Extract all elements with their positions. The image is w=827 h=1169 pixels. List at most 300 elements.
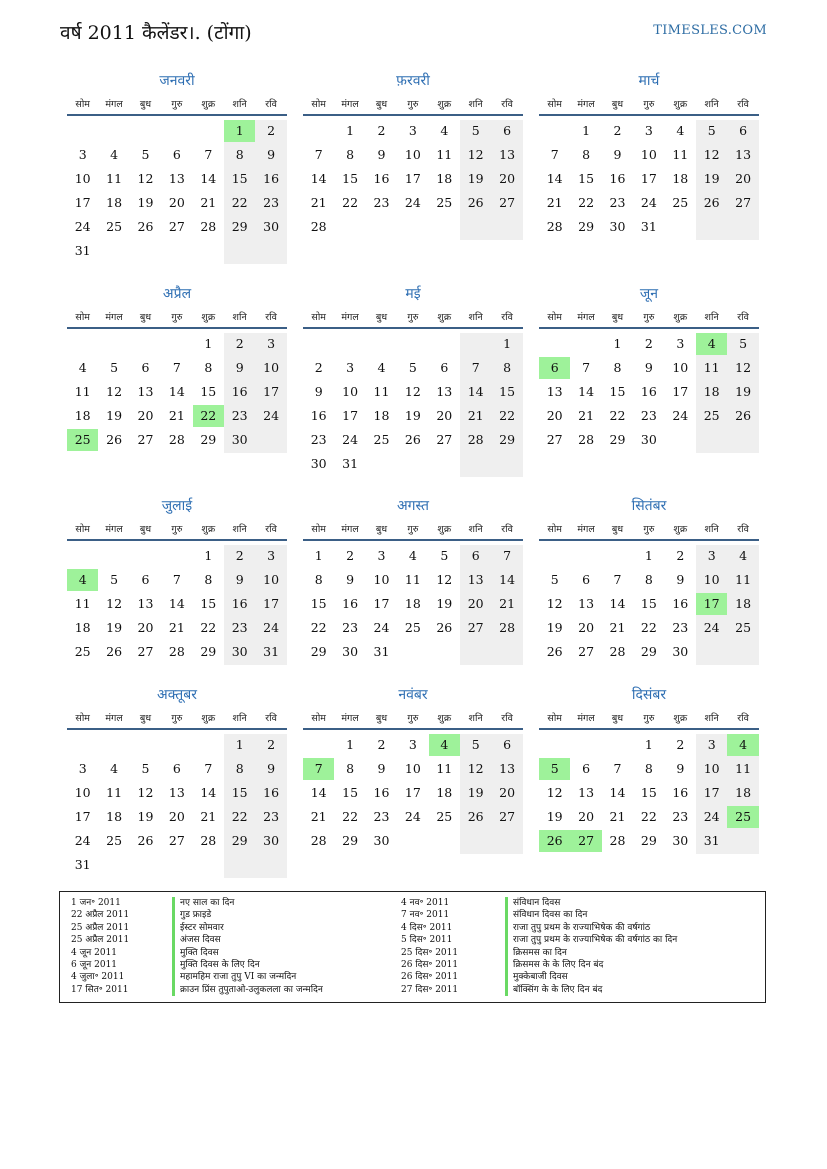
day-cell[interactable]: 27 bbox=[467, 620, 484, 635]
day-cell[interactable]: 26 bbox=[735, 408, 752, 423]
holiday-day[interactable]: 4 bbox=[696, 333, 727, 355]
day-cell[interactable]: 9 bbox=[267, 761, 276, 776]
day-cell[interactable]: 16 bbox=[263, 785, 280, 800]
day-cell[interactable]: 20 bbox=[546, 408, 563, 423]
day-cell[interactable]: 7 bbox=[172, 360, 181, 375]
day-cell[interactable]: 4 bbox=[78, 360, 87, 375]
day-cell[interactable]: 4 bbox=[110, 147, 119, 162]
day-cell[interactable]: 29 bbox=[578, 219, 595, 234]
day-cell[interactable]: 9 bbox=[613, 147, 622, 162]
day-cell[interactable]: 26 bbox=[137, 833, 154, 848]
day-cell[interactable]: 6 bbox=[141, 360, 150, 375]
day-cell[interactable]: 16 bbox=[640, 384, 657, 399]
day-cell[interactable]: 22 bbox=[342, 809, 359, 824]
day-cell[interactable]: 2 bbox=[613, 123, 622, 138]
day-cell[interactable]: 1 bbox=[314, 548, 323, 563]
day-cell[interactable]: 20 bbox=[578, 809, 595, 824]
day-cell[interactable]: 10 bbox=[373, 572, 390, 587]
holiday-day[interactable]: 4 bbox=[429, 734, 460, 756]
day-cell[interactable]: 11 bbox=[74, 596, 91, 611]
holiday-day[interactable]: 26 bbox=[539, 830, 570, 852]
day-cell[interactable]: 25 bbox=[436, 195, 453, 210]
day-cell[interactable]: 19 bbox=[106, 620, 123, 635]
day-cell[interactable]: 21 bbox=[578, 408, 595, 423]
day-cell[interactable]: 28 bbox=[578, 432, 595, 447]
day-cell[interactable]: 25 bbox=[703, 408, 720, 423]
day-cell[interactable]: 24 bbox=[74, 219, 91, 234]
day-cell[interactable]: 19 bbox=[703, 171, 720, 186]
day-cell[interactable]: 17 bbox=[74, 809, 91, 824]
day-cell[interactable]: 21 bbox=[609, 620, 626, 635]
day-cell[interactable]: 8 bbox=[346, 761, 355, 776]
holiday-day[interactable]: 22 bbox=[193, 405, 224, 427]
day-cell[interactable]: 15 bbox=[200, 384, 217, 399]
day-cell[interactable]: 2 bbox=[267, 123, 276, 138]
holiday-day[interactable]: 27 bbox=[570, 830, 601, 852]
day-cell[interactable]: 24 bbox=[703, 620, 720, 635]
day-cell[interactable]: 14 bbox=[200, 785, 217, 800]
day-cell[interactable]: 30 bbox=[672, 833, 689, 848]
day-cell[interactable]: 23 bbox=[342, 620, 359, 635]
day-cell[interactable]: 6 bbox=[582, 761, 591, 776]
day-cell[interactable]: 16 bbox=[609, 171, 626, 186]
day-cell[interactable]: 9 bbox=[676, 572, 685, 587]
day-cell[interactable]: 27 bbox=[137, 432, 154, 447]
day-cell[interactable]: 15 bbox=[578, 171, 595, 186]
day-cell[interactable]: 1 bbox=[613, 336, 622, 351]
day-cell[interactable]: 7 bbox=[613, 572, 622, 587]
day-cell[interactable]: 6 bbox=[503, 123, 512, 138]
day-cell[interactable]: 21 bbox=[467, 408, 484, 423]
day-cell[interactable]: 1 bbox=[204, 336, 213, 351]
day-cell[interactable]: 17 bbox=[263, 596, 280, 611]
day-cell[interactable]: 6 bbox=[503, 737, 512, 752]
day-cell[interactable]: 8 bbox=[582, 147, 591, 162]
day-cell[interactable]: 13 bbox=[499, 761, 516, 776]
day-cell[interactable]: 30 bbox=[231, 432, 248, 447]
day-cell[interactable]: 9 bbox=[377, 147, 386, 162]
day-cell[interactable]: 21 bbox=[200, 195, 217, 210]
day-cell[interactable]: 14 bbox=[310, 785, 327, 800]
day-cell[interactable]: 9 bbox=[314, 384, 323, 399]
day-cell[interactable]: 29 bbox=[231, 833, 248, 848]
day-cell[interactable]: 22 bbox=[578, 195, 595, 210]
day-cell[interactable]: 3 bbox=[267, 336, 276, 351]
day-cell[interactable]: 26 bbox=[467, 809, 484, 824]
day-cell[interactable]: 28 bbox=[499, 620, 516, 635]
day-cell[interactable]: 24 bbox=[263, 620, 280, 635]
day-cell[interactable]: 2 bbox=[644, 336, 653, 351]
holiday-day[interactable]: 5 bbox=[539, 758, 570, 780]
day-cell[interactable]: 5 bbox=[471, 737, 480, 752]
day-cell[interactable]: 12 bbox=[467, 761, 484, 776]
day-cell[interactable]: 15 bbox=[200, 596, 217, 611]
day-cell[interactable]: 9 bbox=[235, 360, 244, 375]
day-cell[interactable]: 5 bbox=[739, 336, 748, 351]
day-cell[interactable]: 1 bbox=[204, 548, 213, 563]
day-cell[interactable]: 30 bbox=[263, 219, 280, 234]
day-cell[interactable]: 17 bbox=[263, 384, 280, 399]
day-cell[interactable]: 18 bbox=[74, 620, 91, 635]
day-cell[interactable]: 15 bbox=[640, 596, 657, 611]
day-cell[interactable]: 19 bbox=[436, 596, 453, 611]
day-cell[interactable]: 2 bbox=[235, 336, 244, 351]
day-cell[interactable]: 29 bbox=[499, 432, 516, 447]
day-cell[interactable]: 3 bbox=[707, 737, 716, 752]
day-cell[interactable]: 4 bbox=[440, 123, 449, 138]
day-cell[interactable]: 9 bbox=[377, 761, 386, 776]
day-cell[interactable]: 14 bbox=[467, 384, 484, 399]
day-cell[interactable]: 8 bbox=[204, 360, 213, 375]
day-cell[interactable]: 23 bbox=[373, 809, 390, 824]
day-cell[interactable]: 12 bbox=[703, 147, 720, 162]
day-cell[interactable]: 20 bbox=[578, 620, 595, 635]
day-cell[interactable]: 8 bbox=[204, 572, 213, 587]
day-cell[interactable]: 16 bbox=[342, 596, 359, 611]
day-cell[interactable]: 24 bbox=[404, 195, 421, 210]
day-cell[interactable]: 11 bbox=[106, 171, 123, 186]
day-cell[interactable]: 27 bbox=[735, 195, 752, 210]
day-cell[interactable]: 26 bbox=[137, 219, 154, 234]
day-cell[interactable]: 28 bbox=[200, 219, 217, 234]
day-cell[interactable]: 6 bbox=[172, 147, 181, 162]
day-cell[interactable]: 13 bbox=[735, 147, 752, 162]
day-cell[interactable]: 3 bbox=[644, 123, 653, 138]
day-cell[interactable]: 22 bbox=[640, 620, 657, 635]
day-cell[interactable]: 29 bbox=[231, 219, 248, 234]
day-cell[interactable]: 6 bbox=[440, 360, 449, 375]
day-cell[interactable]: 11 bbox=[373, 384, 390, 399]
day-cell[interactable]: 20 bbox=[436, 408, 453, 423]
day-cell[interactable]: 29 bbox=[310, 644, 327, 659]
holiday-day[interactable]: 4 bbox=[727, 734, 758, 756]
day-cell[interactable]: 22 bbox=[310, 620, 327, 635]
day-cell[interactable]: 6 bbox=[172, 761, 181, 776]
day-cell[interactable]: 27 bbox=[137, 644, 154, 659]
day-cell[interactable]: 19 bbox=[404, 408, 421, 423]
day-cell[interactable]: 19 bbox=[546, 620, 563, 635]
day-cell[interactable]: 5 bbox=[141, 147, 150, 162]
day-cell[interactable]: 11 bbox=[436, 147, 453, 162]
day-cell[interactable]: 27 bbox=[168, 833, 185, 848]
day-cell[interactable]: 24 bbox=[373, 620, 390, 635]
day-cell[interactable]: 19 bbox=[137, 809, 154, 824]
day-cell[interactable]: 31 bbox=[640, 219, 657, 234]
day-cell[interactable]: 21 bbox=[168, 408, 185, 423]
day-cell[interactable]: 26 bbox=[106, 644, 123, 659]
day-cell[interactable]: 21 bbox=[168, 620, 185, 635]
day-cell[interactable]: 13 bbox=[578, 785, 595, 800]
day-cell[interactable]: 10 bbox=[263, 360, 280, 375]
holiday-day[interactable]: 4 bbox=[67, 569, 98, 591]
day-cell[interactable]: 15 bbox=[640, 785, 657, 800]
day-cell[interactable]: 24 bbox=[672, 408, 689, 423]
day-cell[interactable]: 23 bbox=[231, 620, 248, 635]
day-cell[interactable]: 15 bbox=[342, 785, 359, 800]
day-cell[interactable]: 10 bbox=[263, 572, 280, 587]
day-cell[interactable]: 29 bbox=[640, 833, 657, 848]
day-cell[interactable]: 20 bbox=[499, 171, 516, 186]
day-cell[interactable]: 7 bbox=[613, 761, 622, 776]
day-cell[interactable]: 17 bbox=[404, 171, 421, 186]
day-cell[interactable]: 5 bbox=[110, 572, 119, 587]
day-cell[interactable]: 17 bbox=[640, 171, 657, 186]
day-cell[interactable]: 22 bbox=[499, 408, 516, 423]
day-cell[interactable]: 30 bbox=[609, 219, 626, 234]
day-cell[interactable]: 10 bbox=[404, 147, 421, 162]
day-cell[interactable]: 16 bbox=[263, 171, 280, 186]
holiday-day[interactable]: 6 bbox=[539, 357, 570, 379]
day-cell[interactable]: 18 bbox=[436, 785, 453, 800]
day-cell[interactable]: 20 bbox=[137, 408, 154, 423]
day-cell[interactable]: 14 bbox=[609, 785, 626, 800]
day-cell[interactable]: 16 bbox=[231, 384, 248, 399]
day-cell[interactable]: 10 bbox=[640, 147, 657, 162]
day-cell[interactable]: 14 bbox=[578, 384, 595, 399]
day-cell[interactable]: 23 bbox=[373, 195, 390, 210]
day-cell[interactable]: 5 bbox=[110, 360, 119, 375]
day-cell[interactable]: 7 bbox=[582, 360, 591, 375]
day-cell[interactable]: 16 bbox=[672, 785, 689, 800]
day-cell[interactable]: 5 bbox=[440, 548, 449, 563]
day-cell[interactable]: 13 bbox=[499, 147, 516, 162]
day-cell[interactable]: 28 bbox=[168, 432, 185, 447]
day-cell[interactable]: 12 bbox=[546, 785, 563, 800]
day-cell[interactable]: 5 bbox=[408, 360, 417, 375]
day-cell[interactable]: 11 bbox=[404, 572, 421, 587]
day-cell[interactable]: 11 bbox=[106, 785, 123, 800]
day-cell[interactable]: 16 bbox=[231, 596, 248, 611]
day-cell[interactable]: 30 bbox=[373, 833, 390, 848]
day-cell[interactable]: 1 bbox=[346, 737, 355, 752]
day-cell[interactable]: 18 bbox=[703, 384, 720, 399]
day-cell[interactable]: 6 bbox=[739, 123, 748, 138]
day-cell[interactable]: 29 bbox=[640, 644, 657, 659]
day-cell[interactable]: 22 bbox=[231, 809, 248, 824]
day-cell[interactable]: 10 bbox=[703, 761, 720, 776]
day-cell[interactable]: 3 bbox=[78, 147, 87, 162]
day-cell[interactable]: 18 bbox=[106, 809, 123, 824]
day-cell[interactable]: 20 bbox=[467, 596, 484, 611]
day-cell[interactable]: 30 bbox=[640, 432, 657, 447]
day-cell[interactable]: 23 bbox=[310, 432, 327, 447]
day-cell[interactable]: 14 bbox=[168, 384, 185, 399]
day-cell[interactable]: 1 bbox=[644, 737, 653, 752]
day-cell[interactable]: 29 bbox=[342, 833, 359, 848]
day-cell[interactable]: 7 bbox=[204, 147, 213, 162]
day-cell[interactable]: 19 bbox=[106, 408, 123, 423]
day-cell[interactable]: 9 bbox=[644, 360, 653, 375]
day-cell[interactable]: 3 bbox=[676, 336, 685, 351]
day-cell[interactable]: 3 bbox=[377, 548, 386, 563]
day-cell[interactable]: 10 bbox=[672, 360, 689, 375]
day-cell[interactable]: 7 bbox=[172, 572, 181, 587]
day-cell[interactable]: 4 bbox=[408, 548, 417, 563]
day-cell[interactable]: 21 bbox=[310, 809, 327, 824]
day-cell[interactable]: 22 bbox=[609, 408, 626, 423]
day-cell[interactable]: 18 bbox=[735, 596, 752, 611]
day-cell[interactable]: 2 bbox=[377, 737, 386, 752]
day-cell[interactable]: 25 bbox=[735, 620, 752, 635]
day-cell[interactable]: 9 bbox=[346, 572, 355, 587]
day-cell[interactable]: 17 bbox=[703, 785, 720, 800]
day-cell[interactable]: 28 bbox=[609, 833, 626, 848]
day-cell[interactable]: 22 bbox=[200, 620, 217, 635]
day-cell[interactable]: 22 bbox=[231, 195, 248, 210]
day-cell[interactable]: 5 bbox=[141, 761, 150, 776]
day-cell[interactable]: 21 bbox=[310, 195, 327, 210]
day-cell[interactable]: 5 bbox=[471, 123, 480, 138]
day-cell[interactable]: 24 bbox=[74, 833, 91, 848]
day-cell[interactable]: 15 bbox=[231, 171, 248, 186]
day-cell[interactable]: 12 bbox=[106, 384, 123, 399]
day-cell[interactable]: 13 bbox=[546, 384, 563, 399]
day-cell[interactable]: 19 bbox=[546, 809, 563, 824]
day-cell[interactable]: 1 bbox=[346, 123, 355, 138]
day-cell[interactable]: 1 bbox=[644, 548, 653, 563]
day-cell[interactable]: 23 bbox=[231, 408, 248, 423]
day-cell[interactable]: 14 bbox=[609, 596, 626, 611]
day-cell[interactable]: 17 bbox=[672, 384, 689, 399]
day-cell[interactable]: 19 bbox=[467, 171, 484, 186]
day-cell[interactable]: 11 bbox=[703, 360, 720, 375]
day-cell[interactable]: 17 bbox=[404, 785, 421, 800]
day-cell[interactable]: 6 bbox=[582, 572, 591, 587]
holiday-day[interactable]: 25 bbox=[727, 806, 758, 828]
day-cell[interactable]: 13 bbox=[137, 596, 154, 611]
day-cell[interactable]: 20 bbox=[735, 171, 752, 186]
holiday-day[interactable]: 17 bbox=[696, 593, 727, 615]
day-cell[interactable]: 20 bbox=[137, 620, 154, 635]
day-cell[interactable]: 26 bbox=[703, 195, 720, 210]
day-cell[interactable]: 21 bbox=[546, 195, 563, 210]
day-cell[interactable]: 15 bbox=[231, 785, 248, 800]
day-cell[interactable]: 3 bbox=[707, 548, 716, 563]
day-cell[interactable]: 23 bbox=[609, 195, 626, 210]
day-cell[interactable]: 17 bbox=[74, 195, 91, 210]
day-cell[interactable]: 27 bbox=[578, 644, 595, 659]
day-cell[interactable]: 31 bbox=[373, 644, 390, 659]
day-cell[interactable]: 3 bbox=[408, 737, 417, 752]
day-cell[interactable]: 26 bbox=[467, 195, 484, 210]
day-cell[interactable]: 17 bbox=[342, 408, 359, 423]
day-cell[interactable]: 22 bbox=[342, 195, 359, 210]
day-cell[interactable]: 14 bbox=[310, 171, 327, 186]
day-cell[interactable]: 7 bbox=[204, 761, 213, 776]
day-cell[interactable]: 13 bbox=[137, 384, 154, 399]
day-cell[interactable]: 28 bbox=[546, 219, 563, 234]
day-cell[interactable]: 26 bbox=[436, 620, 453, 635]
day-cell[interactable]: 16 bbox=[672, 596, 689, 611]
day-cell[interactable]: 19 bbox=[137, 195, 154, 210]
day-cell[interactable]: 8 bbox=[644, 761, 653, 776]
day-cell[interactable]: 11 bbox=[436, 761, 453, 776]
day-cell[interactable]: 31 bbox=[74, 857, 91, 872]
day-cell[interactable]: 14 bbox=[200, 171, 217, 186]
day-cell[interactable]: 27 bbox=[546, 432, 563, 447]
day-cell[interactable]: 15 bbox=[310, 596, 327, 611]
day-cell[interactable]: 20 bbox=[168, 809, 185, 824]
day-cell[interactable]: 14 bbox=[546, 171, 563, 186]
day-cell[interactable]: 28 bbox=[168, 644, 185, 659]
day-cell[interactable]: 25 bbox=[373, 432, 390, 447]
day-cell[interactable]: 10 bbox=[74, 171, 91, 186]
day-cell[interactable]: 8 bbox=[644, 572, 653, 587]
day-cell[interactable]: 25 bbox=[404, 620, 421, 635]
day-cell[interactable]: 6 bbox=[141, 572, 150, 587]
day-cell[interactable]: 25 bbox=[106, 833, 123, 848]
day-cell[interactable]: 12 bbox=[106, 596, 123, 611]
day-cell[interactable]: 12 bbox=[467, 147, 484, 162]
day-cell[interactable]: 24 bbox=[404, 809, 421, 824]
day-cell[interactable]: 30 bbox=[263, 833, 280, 848]
day-cell[interactable]: 3 bbox=[346, 360, 355, 375]
day-cell[interactable]: 11 bbox=[735, 761, 752, 776]
day-cell[interactable]: 25 bbox=[672, 195, 689, 210]
day-cell[interactable]: 24 bbox=[263, 408, 280, 423]
day-cell[interactable]: 20 bbox=[499, 785, 516, 800]
day-cell[interactable]: 31 bbox=[263, 644, 280, 659]
day-cell[interactable]: 12 bbox=[404, 384, 421, 399]
holiday-day[interactable]: 7 bbox=[303, 758, 334, 780]
day-cell[interactable]: 10 bbox=[74, 785, 91, 800]
day-cell[interactable]: 28 bbox=[310, 219, 327, 234]
day-cell[interactable]: 26 bbox=[546, 644, 563, 659]
day-cell[interactable]: 13 bbox=[168, 171, 185, 186]
day-cell[interactable]: 9 bbox=[267, 147, 276, 162]
day-cell[interactable]: 7 bbox=[550, 147, 559, 162]
day-cell[interactable]: 30 bbox=[231, 644, 248, 659]
day-cell[interactable]: 4 bbox=[676, 123, 685, 138]
day-cell[interactable]: 4 bbox=[377, 360, 386, 375]
day-cell[interactable]: 23 bbox=[263, 809, 280, 824]
day-cell[interactable]: 15 bbox=[499, 384, 516, 399]
day-cell[interactable]: 10 bbox=[703, 572, 720, 587]
day-cell[interactable]: 24 bbox=[640, 195, 657, 210]
day-cell[interactable]: 25 bbox=[74, 644, 91, 659]
day-cell[interactable]: 2 bbox=[267, 737, 276, 752]
day-cell[interactable]: 30 bbox=[310, 456, 327, 471]
day-cell[interactable]: 9 bbox=[676, 761, 685, 776]
day-cell[interactable]: 7 bbox=[314, 147, 323, 162]
day-cell[interactable]: 19 bbox=[735, 384, 752, 399]
day-cell[interactable]: 12 bbox=[436, 572, 453, 587]
day-cell[interactable]: 11 bbox=[735, 572, 752, 587]
day-cell[interactable]: 17 bbox=[373, 596, 390, 611]
day-cell[interactable]: 27 bbox=[436, 432, 453, 447]
day-cell[interactable]: 9 bbox=[235, 572, 244, 587]
day-cell[interactable]: 10 bbox=[342, 384, 359, 399]
day-cell[interactable]: 10 bbox=[404, 761, 421, 776]
day-cell[interactable]: 28 bbox=[609, 644, 626, 659]
holiday-day[interactable]: 25 bbox=[67, 429, 98, 451]
day-cell[interactable]: 13 bbox=[436, 384, 453, 399]
day-cell[interactable]: 4 bbox=[739, 548, 748, 563]
day-cell[interactable]: 16 bbox=[373, 785, 390, 800]
day-cell[interactable]: 18 bbox=[436, 171, 453, 186]
day-cell[interactable]: 21 bbox=[609, 809, 626, 824]
day-cell[interactable]: 18 bbox=[74, 408, 91, 423]
day-cell[interactable]: 3 bbox=[408, 123, 417, 138]
day-cell[interactable]: 6 bbox=[471, 548, 480, 563]
day-cell[interactable]: 18 bbox=[672, 171, 689, 186]
day-cell[interactable]: 23 bbox=[672, 809, 689, 824]
day-cell[interactable]: 5 bbox=[550, 572, 559, 587]
day-cell[interactable]: 25 bbox=[436, 809, 453, 824]
day-cell[interactable]: 23 bbox=[672, 620, 689, 635]
day-cell[interactable]: 8 bbox=[314, 572, 323, 587]
day-cell[interactable]: 21 bbox=[499, 596, 516, 611]
